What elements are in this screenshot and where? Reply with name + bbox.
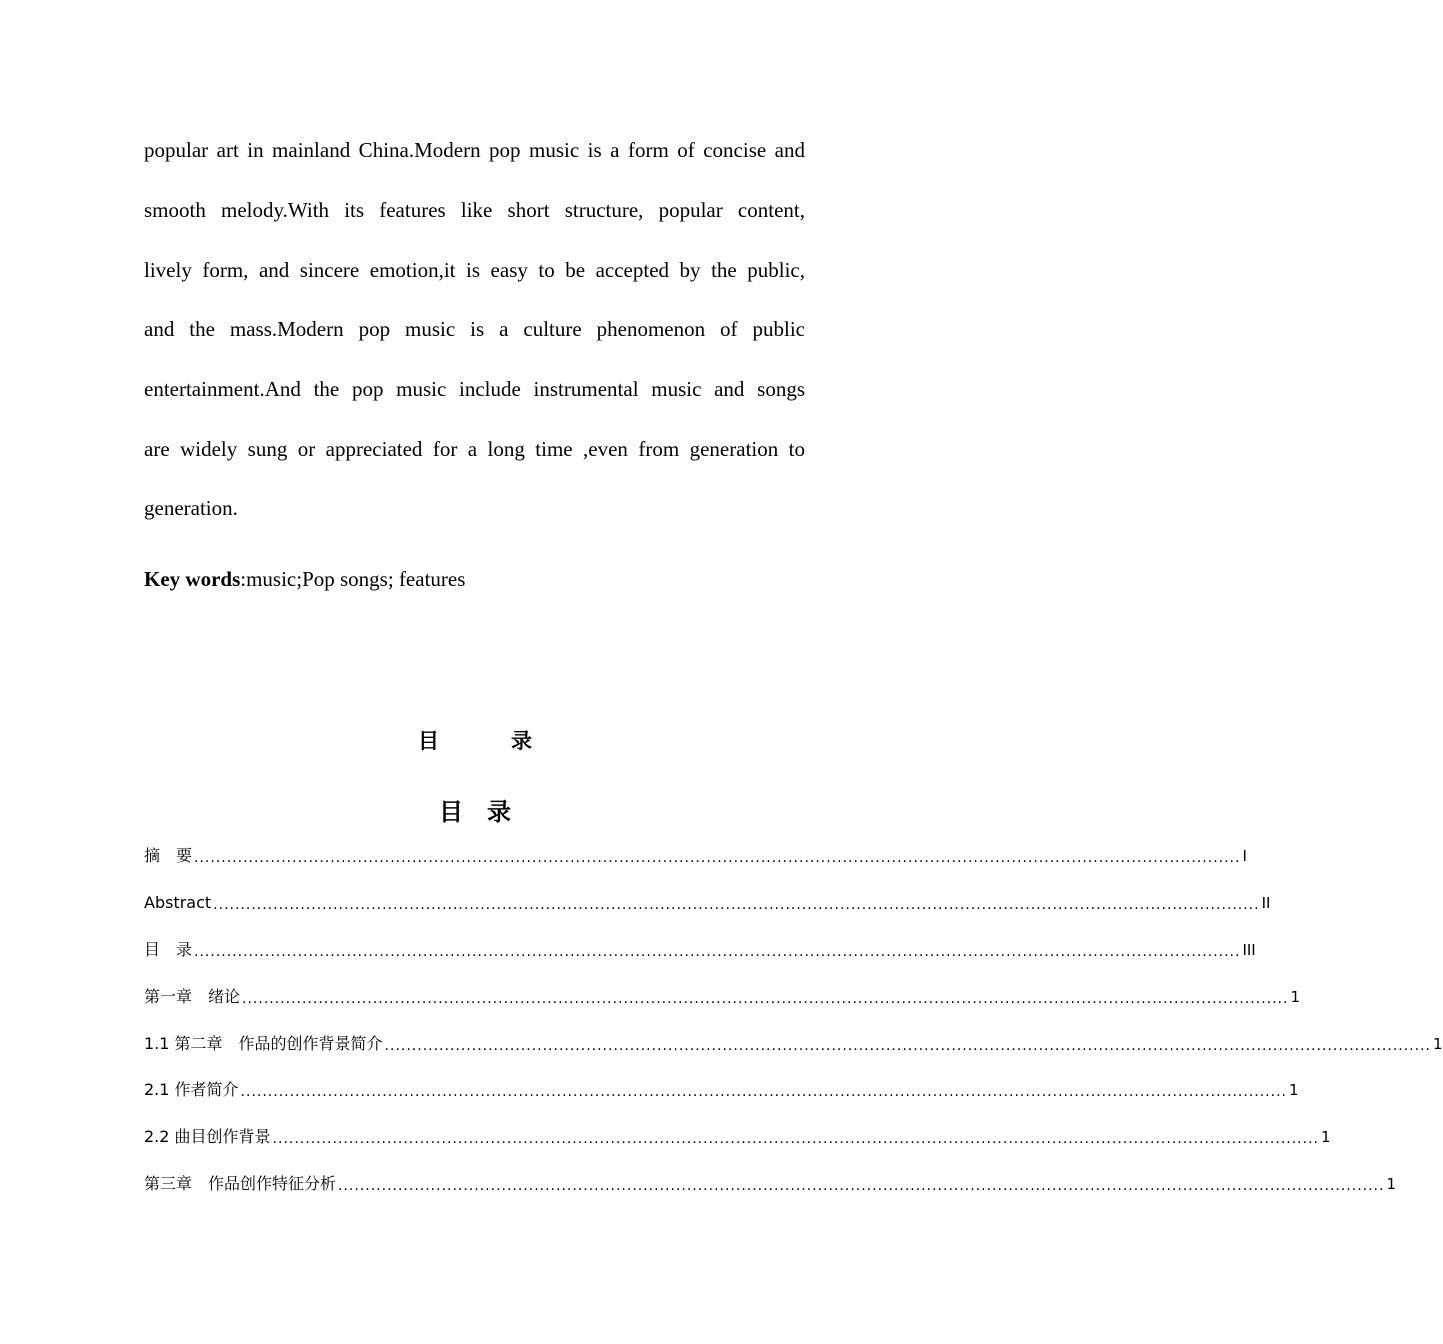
toc-entry[interactable] bbox=[144, 1124, 1331, 1148]
toc-entry-title: Abstract bbox=[144, 893, 212, 912]
toc-entry-page: 1 bbox=[1320, 1128, 1331, 1146]
toc-entry[interactable] bbox=[144, 1171, 1396, 1195]
toc-leader: ................................................................................................................................................................................................ bbox=[338, 1178, 1385, 1194]
toc-leader: ................................................................................................................................................................................................ bbox=[240, 1084, 1287, 1100]
toc-leader: ................................................................................................................................................................................................ bbox=[242, 991, 1289, 1007]
toc-entry-page: I bbox=[1242, 847, 1247, 865]
toc-leader: ................................................................................................................................................................................................ bbox=[272, 1131, 1319, 1147]
toc-entry-page: 1 bbox=[1432, 1035, 1443, 1053]
toc-heading-secondary: 目录 bbox=[439, 798, 535, 826]
toc-entry[interactable] bbox=[144, 890, 1271, 914]
keywords-label: Key words bbox=[144, 567, 241, 591]
keywords bbox=[144, 565, 805, 593]
toc-leader: ................................................................................................................................................................................................ bbox=[213, 897, 1260, 913]
abstract-line: smooth melody.With its features like short structure, popular content, bbox=[144, 198, 805, 222]
abstract-line: entertainment.And the pop music include instrumental music and songs bbox=[144, 377, 805, 401]
abstract-line: are widely sung or appreciated for a long time ,even from generation to bbox=[144, 437, 805, 461]
toc-entry[interactable] bbox=[144, 937, 1256, 961]
toc-entry[interactable] bbox=[144, 984, 1300, 1008]
toc-entry-title: 1.1 第二章 作品的创作背景简介 bbox=[144, 1034, 383, 1053]
keywords-text: :music;Pop songs; features bbox=[240, 567, 466, 591]
toc-entry-page: 1 bbox=[1290, 988, 1300, 1006]
abstract-line: and the mass.Modern pop music is a culture phenomenon of public bbox=[144, 317, 805, 341]
toc-entry-title: 2.1 作者简介 bbox=[144, 1080, 239, 1099]
toc-entry[interactable] bbox=[144, 1031, 1443, 1055]
abstract-line: popular art in mainland China.Modern pop music is a form of concise and bbox=[144, 138, 805, 162]
toc-leader: ................................................................................................................................................................................................ bbox=[194, 944, 1241, 960]
toc-heading-primary: 目录 bbox=[418, 729, 604, 753]
abstract-line: generation. bbox=[144, 496, 238, 520]
toc-entry-title: 目 录 bbox=[144, 940, 193, 959]
toc-entry-page: 1 bbox=[1288, 1081, 1299, 1099]
toc-leader: ................................................................................................................................................................................................ bbox=[194, 850, 1241, 866]
toc-entry-page: 1 bbox=[1386, 1175, 1396, 1193]
toc-entry-title: 2.2 曲目创作背景 bbox=[144, 1127, 271, 1146]
toc-entry-title: 摘 要 bbox=[144, 846, 193, 865]
toc-entry-title: 第三章 作品创作特征分析 bbox=[144, 1174, 337, 1193]
abstract-line: lively form, and sincere emotion,it is easy to be accepted by the public, bbox=[144, 258, 805, 282]
toc-entry[interactable] bbox=[144, 1077, 1299, 1101]
toc-leader: ................................................................................................................................................................................................ bbox=[384, 1038, 1431, 1054]
toc-entry-page: III bbox=[1242, 941, 1256, 959]
toc-entry[interactable] bbox=[144, 843, 1247, 867]
toc-entry-page: II bbox=[1261, 894, 1271, 912]
toc-entry-title: 第一章 绪论 bbox=[144, 987, 241, 1006]
